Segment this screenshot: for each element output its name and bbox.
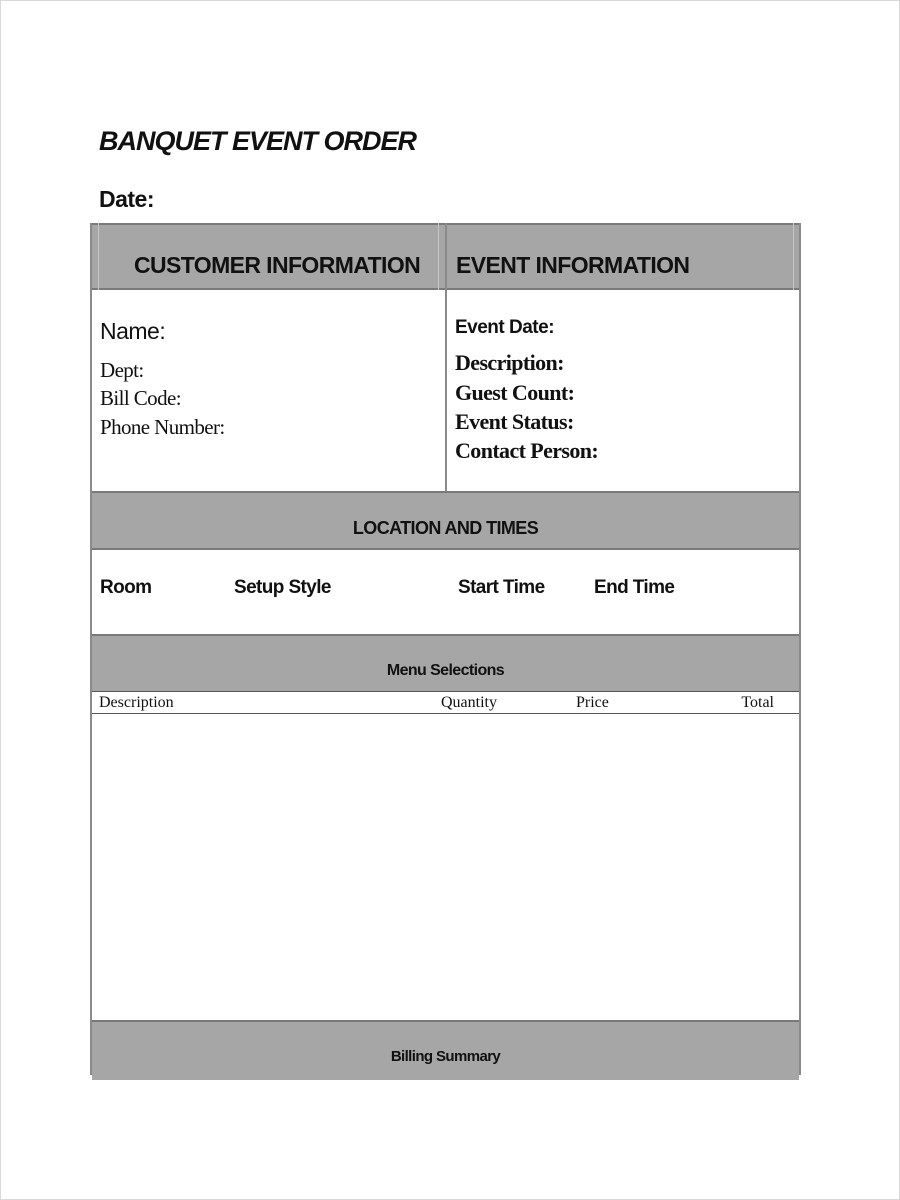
setup-style-column-label: Setup Style: [234, 577, 331, 598]
menu-total-column: Total: [741, 694, 774, 711]
banquet-form: [90, 223, 801, 1075]
name-label: Name:: [100, 318, 166, 344]
customer-information-heading: CUSTOMER INFORMATION: [134, 252, 421, 278]
contact-person-label: Contact Person:: [455, 438, 599, 463]
phone-number-label: Phone Number:: [100, 415, 225, 439]
band-divider: [98, 223, 99, 290]
column-divider: [445, 223, 447, 491]
bill-code-label: Bill Code:: [100, 386, 181, 410]
menu-quantity-column: Quantity: [441, 694, 497, 711]
description-label: Description:: [455, 350, 564, 375]
date-label: Date:: [99, 186, 155, 212]
room-column-label: Room: [100, 577, 152, 598]
guest-count-label: Guest Count:: [455, 380, 575, 405]
start-time-column-label: Start Time: [458, 577, 545, 598]
location-times-heading: LOCATION AND TIMES: [352, 518, 539, 538]
event-date-label: Event Date:: [455, 317, 555, 338]
menu-column-header-row: [92, 692, 799, 714]
event-status-label: Event Status:: [455, 409, 574, 434]
event-information-heading: EVENT INFORMATION: [456, 252, 690, 278]
menu-price-column: Price: [576, 694, 609, 711]
billing-summary-heading: Billing Summary: [390, 1048, 501, 1065]
menu-selections-heading: Menu Selections: [386, 662, 505, 679]
menu-description-column: Description: [99, 694, 174, 711]
menu-items-area: [92, 714, 799, 1020]
band-divider: [438, 223, 439, 290]
document-title: BANQUET EVENT ORDER: [99, 126, 417, 156]
end-time-column-label: End Time: [594, 577, 675, 598]
dept-label: Dept:: [100, 358, 144, 382]
band-divider: [793, 223, 794, 290]
